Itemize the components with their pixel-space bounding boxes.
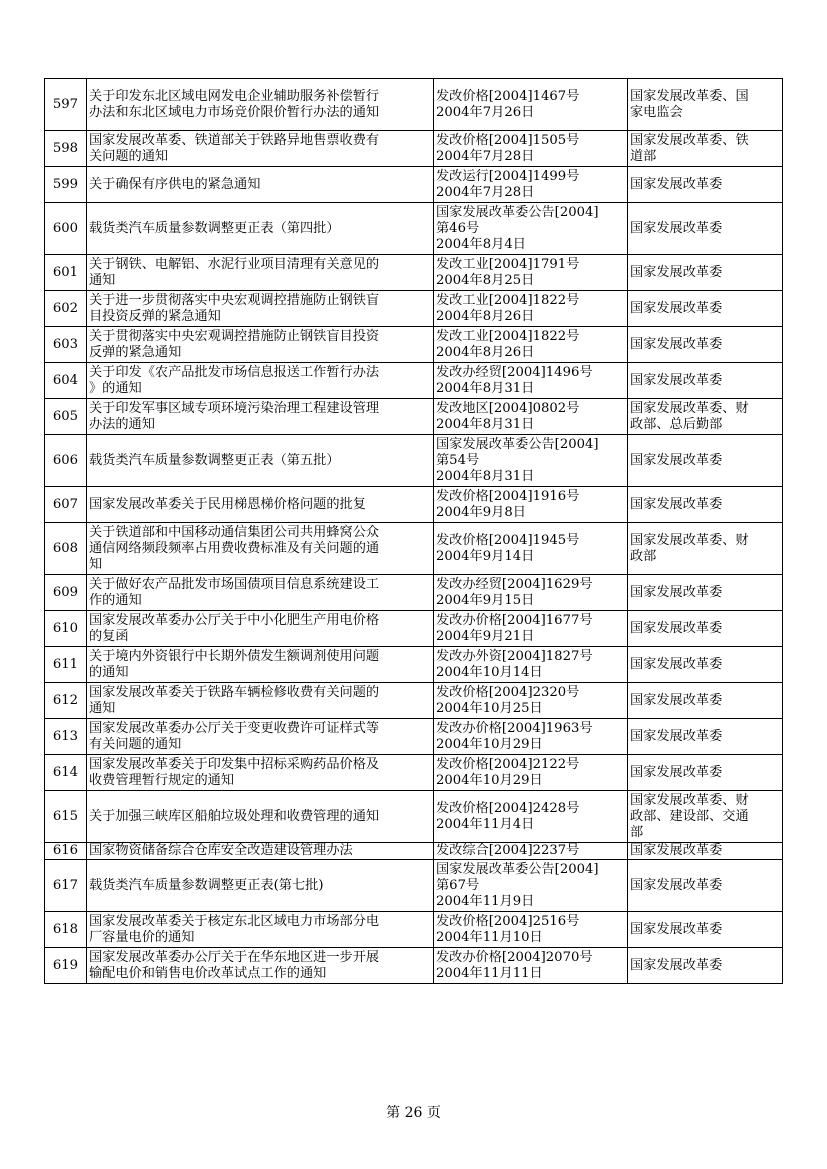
document-title-line: 输配电价和销售电价改革试点工作的通知 (89, 965, 327, 981)
document-number-line: 2004年11月11日 (436, 965, 543, 981)
document-title-line: 关于铁道部和中国移动通信集团公司共用蜂窝公众 (89, 524, 380, 540)
issuing-agency-line: 政部 (630, 548, 657, 564)
document-number-line: 发改价格[2004]1945号 (436, 532, 580, 548)
issuing-agency-line: 国家发展改革委 (630, 957, 723, 973)
document-title (87, 755, 434, 791)
document-number-line: 2004年9月8日 (436, 504, 526, 520)
document-title-line: 的复函 (89, 628, 129, 644)
issuing-agency (628, 843, 783, 860)
document-number (434, 79, 628, 131)
document-title-line: 收费管理暂行规定的通知 (89, 772, 235, 788)
issuing-agency-line: 国家发展改革委 (630, 620, 723, 636)
document-number-line: 2004年8月31日 (436, 468, 535, 484)
document-number-line: 国家发展改革委公告[2004] (436, 861, 599, 877)
issuing-agency-line: 国家发展改革委 (630, 496, 723, 512)
document-title-line: 关于贯彻落实中央宏观调控措施防止钢铁盲目投资 (89, 328, 380, 344)
issuing-agency-line: 家电监会 (630, 104, 683, 120)
document-number-line: 发改价格[2004]2122号 (436, 756, 580, 772)
document-number (434, 912, 628, 948)
document-number-line: 发改价格[2004]1916号 (436, 488, 580, 504)
document-number (434, 791, 628, 843)
document-number-line: 发改价格[2004]2428号 (436, 800, 580, 816)
document-number (434, 647, 628, 683)
document-title (87, 131, 434, 167)
document-number-line: 发改工业[2004]1791号 (436, 256, 580, 272)
table-row (45, 79, 783, 131)
table-row (45, 719, 783, 755)
document-title (87, 647, 434, 683)
row-number: 618 (45, 912, 87, 948)
page-number: 第 26 页 (386, 1105, 441, 1121)
document-number-line: 第46号 (436, 220, 480, 236)
document-title (87, 255, 434, 291)
table-row (45, 683, 783, 719)
document-title (87, 575, 434, 611)
document-title-line: 目投资反弹的紧急通知 (89, 308, 221, 324)
issuing-agency (628, 487, 783, 523)
document-title (87, 860, 434, 912)
document-number (434, 719, 628, 755)
document-number-line: 2004年7月28日 (436, 184, 535, 200)
table-row (45, 255, 783, 291)
document-title-line: 关于进一步贯彻落实中央宏观调控措施防止钢铁盲 (89, 292, 380, 308)
document-title-line: 载货类汽车质量参数调整更正表(第七批) (89, 877, 324, 893)
document-number-line: 发改工业[2004]1822号 (436, 292, 580, 308)
document-number-line: 2004年10月29日 (436, 736, 543, 752)
document-title-line: 反弹的紧急通知 (89, 344, 182, 360)
table-row (45, 435, 783, 487)
document-title-line: 国家发展改革委关于核定东北区域电力市场部分电 (89, 913, 380, 929)
document-title-line: 载货类汽车质量参数调整更正表（第五批） (89, 452, 340, 468)
issuing-agency (628, 131, 783, 167)
row-number: 617 (45, 860, 87, 912)
row-number: 603 (45, 327, 87, 363)
row-number: 613 (45, 719, 87, 755)
document-number (434, 203, 628, 255)
issuing-agency (628, 948, 783, 984)
row-number: 611 (45, 647, 87, 683)
document-title (87, 912, 434, 948)
row-number: 600 (45, 203, 87, 255)
document-number (434, 487, 628, 523)
document-number-line: 发改价格[2004]1467号 (436, 88, 580, 104)
document-number-line: 第54号 (436, 452, 480, 468)
document-number-line: 2004年9月21日 (436, 628, 535, 644)
document-number-line: 第67号 (436, 877, 480, 893)
document-title (87, 843, 434, 860)
row-number: 597 (45, 79, 87, 131)
issuing-agency-line: 国家发展改革委 (630, 220, 723, 236)
document-title (87, 719, 434, 755)
issuing-agency (628, 327, 783, 363)
document-number (434, 948, 628, 984)
document-title-line: 载货类汽车质量参数调整更正表（第四批） (89, 220, 340, 236)
document-number-line: 发改办经贸[2004]1629号 (436, 576, 593, 592)
document-number-line: 2004年8月31日 (436, 380, 535, 396)
document-title-line: 厂容量电价的通知 (89, 929, 195, 945)
table-row (45, 167, 783, 203)
issuing-agency (628, 435, 783, 487)
table-row (45, 755, 783, 791)
document-number-line: 发改办外资[2004]1827号 (436, 648, 593, 664)
document-number-line: 发改办价格[2004]1677号 (436, 612, 593, 628)
document-number (434, 860, 628, 912)
issuing-agency-line: 国家发展改革委、财 (630, 792, 749, 808)
document-number-line: 发改办经贸[2004]1496号 (436, 364, 593, 380)
table-row (45, 611, 783, 647)
table-row (45, 860, 783, 912)
document-title-line: 关于印发东北区域电网发电企业辅助服务补偿暂行 (89, 88, 380, 104)
document-number-line: 发改运行[2004]1499号 (436, 168, 580, 184)
document-title-line: 通信网络频段频率占用费收费标准及有关问题的通 (89, 540, 380, 556)
document-title-line: 的通知 (89, 664, 129, 680)
regulations-table (44, 78, 783, 984)
document-title (87, 291, 434, 327)
document-number-line: 2004年9月15日 (436, 592, 535, 608)
row-number: 607 (45, 487, 87, 523)
table-row (45, 843, 783, 860)
document-number-line: 2004年7月28日 (436, 148, 535, 164)
document-number-line: 发改价格[2004]2320号 (436, 684, 580, 700)
issuing-agency-line: 国家发展改革委、财 (630, 400, 749, 416)
document-number (434, 611, 628, 647)
document-title-line: 关问题的通知 (89, 148, 169, 164)
issuing-agency (628, 683, 783, 719)
row-number: 619 (45, 948, 87, 984)
table-row (45, 791, 783, 843)
document-number-line: 2004年8月4日 (436, 236, 526, 252)
document-title-line: 知 (89, 556, 103, 572)
document-title-line: 国家发展改革委关于民用梯恩梯价格问题的批复 (89, 496, 366, 512)
issuing-agency-line: 国家发展改革委 (630, 921, 723, 937)
issuing-agency (628, 363, 783, 399)
issuing-agency (628, 611, 783, 647)
document-title-line: 关于境内外资银行中长期外债发生额调剂使用问题 (89, 648, 380, 664)
issuing-agency (628, 647, 783, 683)
document-title-line: 》的通知 (89, 380, 142, 396)
document-number-line: 国家发展改革委公告[2004] (436, 436, 599, 452)
document-title-line: 有关问题的通知 (89, 736, 182, 752)
issuing-agency (628, 719, 783, 755)
document-number (434, 575, 628, 611)
row-number: 604 (45, 363, 87, 399)
document-title (87, 683, 434, 719)
issuing-agency-line: 部 (630, 824, 644, 840)
document-title (87, 791, 434, 843)
document-title-line: 关于加强三峡库区船舶垃圾处理和收费管理的通知 (89, 808, 380, 824)
issuing-agency-line: 国家发展改革委 (630, 656, 723, 672)
document-title (87, 948, 434, 984)
document-number-line: 2004年9月14日 (436, 548, 535, 564)
table-row (45, 131, 783, 167)
document-number-line: 2004年10月14日 (436, 664, 543, 680)
issuing-agency-line: 国家发展改革委 (630, 764, 723, 780)
issuing-agency-line: 国家发展改革委、铁 (630, 132, 749, 148)
row-number: 602 (45, 291, 87, 327)
row-number: 615 (45, 791, 87, 843)
document-number (434, 327, 628, 363)
document-title-line: 办法的通知 (89, 416, 155, 432)
document-number (434, 131, 628, 167)
document-number-line: 2004年11月10日 (436, 929, 543, 945)
document-number-line: 2004年10月29日 (436, 772, 543, 788)
issuing-agency-line: 国家发展改革委 (630, 372, 723, 388)
document-title-line: 国家发展改革委关于印发集中招标采购药品价格及 (89, 756, 380, 772)
issuing-agency (628, 860, 783, 912)
issuing-agency-line: 国家发展改革委、财 (630, 532, 749, 548)
document-number-line: 发改价格[2004]2516号 (436, 913, 580, 929)
document-number-line: 发改工业[2004]1822号 (436, 328, 580, 344)
document-number-line: 2004年8月31日 (436, 416, 535, 432)
issuing-agency (628, 399, 783, 435)
issuing-agency-line: 国家发展改革委 (630, 336, 723, 352)
issuing-agency-line: 国家发展改革委 (630, 264, 723, 280)
document-number-line: 发改地区[2004]0802号 (436, 400, 580, 416)
document-number-line: 2004年8月26日 (436, 308, 535, 324)
document-title-line: 国家发展改革委办公厅关于中小化肥生产用电价格 (89, 612, 380, 628)
document-number (434, 399, 628, 435)
document-number (434, 363, 628, 399)
document-title-line: 通知 (89, 700, 116, 716)
issuing-agency-line: 国家发展改革委 (630, 300, 723, 316)
document-number-line: 发改价格[2004]1505号 (436, 132, 580, 148)
issuing-agency (628, 791, 783, 843)
document-title (87, 487, 434, 523)
issuing-agency-line: 政部、总后勤部 (630, 416, 723, 432)
document-title (87, 327, 434, 363)
document-number (434, 291, 628, 327)
issuing-agency (628, 167, 783, 203)
document-title-line: 关于钢铁、电解铝、水泥行业项目清理有关意见的 (89, 256, 380, 272)
issuing-agency (628, 79, 783, 131)
table-row (45, 912, 783, 948)
document-number (434, 683, 628, 719)
issuing-agency (628, 575, 783, 611)
row-number: 612 (45, 683, 87, 719)
document-title (87, 399, 434, 435)
document-number (434, 255, 628, 291)
row-number: 609 (45, 575, 87, 611)
row-number: 610 (45, 611, 87, 647)
table-row (45, 948, 783, 984)
issuing-agency (628, 523, 783, 575)
document-title-line: 作的通知 (89, 592, 142, 608)
document-title-line: 国家发展改革委办公厅关于在华东地区进一步开展 (89, 949, 380, 965)
document-title-line: 关于印发《农产品批发市场信息报送工作暂行办法 (89, 364, 380, 380)
row-number: 616 (45, 843, 87, 860)
issuing-agency-line: 国家发展改革委 (630, 452, 723, 468)
document-title (87, 203, 434, 255)
table-row (45, 487, 783, 523)
table-row (45, 327, 783, 363)
document-title-line: 办法和东北区域电力市场竞价限价暂行办法的通知 (89, 104, 380, 120)
document-number-line: 发改综合[2004]2237号 (436, 843, 580, 858)
row-number: 601 (45, 255, 87, 291)
document-number-line: 2004年10月25日 (436, 700, 543, 716)
table-row (45, 647, 783, 683)
issuing-agency-line: 国家发展改革委 (630, 692, 723, 708)
document-title-line: 国家物资储备综合仓库安全改造建设管理办法 (89, 843, 353, 858)
issuing-agency-line: 国家发展改革委 (630, 877, 723, 893)
table-row (45, 363, 783, 399)
issuing-agency (628, 912, 783, 948)
document-number (434, 435, 628, 487)
row-number: 599 (45, 167, 87, 203)
document-title (87, 435, 434, 487)
document-number-line: 2004年7月26日 (436, 104, 535, 120)
issuing-agency-line: 国家发展改革委 (630, 584, 723, 600)
document-title (87, 611, 434, 647)
issuing-agency-line: 国家发展改革委 (630, 728, 723, 744)
row-number: 598 (45, 131, 87, 167)
row-number: 605 (45, 399, 87, 435)
document-title-line: 国家发展改革委关于铁路车辆检修收费有关问题的 (89, 684, 380, 700)
issuing-agency-line: 国家发展改革委、国 (630, 88, 749, 104)
issuing-agency-line: 国家发展改革委 (630, 843, 723, 858)
issuing-agency (628, 255, 783, 291)
document-title-line: 关于做好农产品批发市场国债项目信息系统建设工 (89, 576, 380, 592)
document-title (87, 523, 434, 575)
document-number (434, 843, 628, 860)
table-row (45, 399, 783, 435)
row-number: 606 (45, 435, 87, 487)
issuing-agency (628, 203, 783, 255)
issuing-agency (628, 291, 783, 327)
document-number-line: 2004年8月25日 (436, 272, 535, 288)
table-row (45, 291, 783, 327)
document-number-line: 2004年11月4日 (436, 816, 535, 832)
document-title-line: 国家发展改革委、铁道部关于铁路异地售票收费有 (89, 132, 380, 148)
table-body (45, 79, 783, 984)
issuing-agency-line: 道部 (630, 148, 657, 164)
issuing-agency (628, 755, 783, 791)
document-title (87, 79, 434, 131)
document-title-line: 通知 (89, 272, 116, 288)
document-title-line: 关于印发军事区域专项环境污染治理工程建设管理 (89, 400, 380, 416)
document-number (434, 755, 628, 791)
table-row (45, 203, 783, 255)
row-number: 608 (45, 523, 87, 575)
document-number-line: 2004年11月9日 (436, 893, 535, 909)
document-number-line: 发改办价格[2004]2070号 (436, 949, 593, 965)
document-title (87, 363, 434, 399)
document-number-line: 发改办价格[2004]1963号 (436, 720, 593, 736)
document-title-line: 国家发展改革委办公厅关于变更收费许可证样式等 (89, 720, 380, 736)
table-row (45, 575, 783, 611)
row-number: 614 (45, 755, 87, 791)
issuing-agency-line: 政部、建设部、交通 (630, 808, 749, 824)
issuing-agency-line: 国家发展改革委 (630, 176, 723, 192)
document-number (434, 523, 628, 575)
document-number-line: 国家发展改革委公告[2004] (436, 204, 599, 220)
document-number-line: 2004年8月26日 (436, 344, 535, 360)
document-title (87, 167, 434, 203)
table-row (45, 523, 783, 575)
document-title-line: 关于确保有序供电的紧急通知 (89, 176, 261, 192)
document-number (434, 167, 628, 203)
